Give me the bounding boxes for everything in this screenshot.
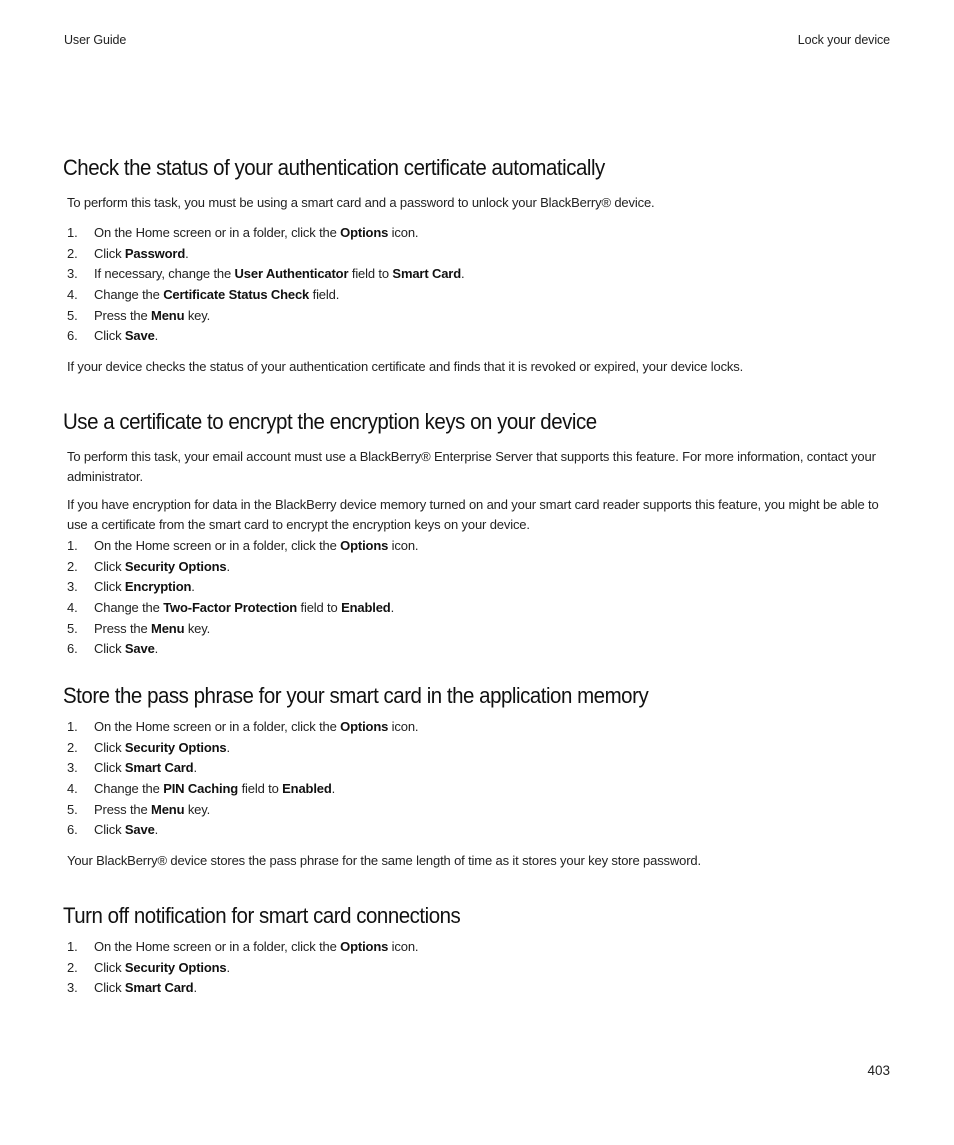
step-number: 6. bbox=[67, 328, 78, 344]
step-number: 3. bbox=[67, 579, 78, 595]
step-item bbox=[67, 717, 418, 738]
step-text: Click bbox=[94, 739, 125, 755]
step-number: 3. bbox=[67, 266, 78, 282]
step-item bbox=[67, 779, 418, 800]
step-text: Press the bbox=[94, 620, 152, 636]
step-item bbox=[67, 598, 418, 619]
step-number: 6. bbox=[67, 641, 78, 657]
step-text: On the Home screen or in a folder, click the bbox=[94, 939, 341, 954]
step-item bbox=[67, 244, 464, 265]
step-text: field to bbox=[297, 600, 342, 616]
step-number: 4. bbox=[67, 781, 78, 797]
step-item bbox=[67, 264, 464, 285]
ui-term: Save bbox=[124, 822, 155, 838]
step-text: . bbox=[390, 600, 395, 616]
ui-term: Menu bbox=[151, 620, 185, 636]
step-text: Click bbox=[94, 579, 125, 595]
step-item bbox=[67, 800, 418, 821]
ui-term: Smart Card bbox=[124, 760, 194, 776]
step-text: . bbox=[226, 959, 230, 975]
step-text: . bbox=[193, 980, 197, 996]
ui-term: Save bbox=[124, 641, 155, 657]
step-text: . bbox=[185, 245, 189, 261]
step-number: 6. bbox=[67, 822, 78, 838]
ui-term: Smart Card bbox=[392, 266, 462, 282]
step-text: . bbox=[226, 739, 230, 755]
step-text: On the Home screen or in a folder, click the bbox=[94, 719, 341, 734]
step-text: Click bbox=[94, 760, 125, 776]
step-text: Click bbox=[94, 959, 125, 975]
step-number: 3. bbox=[67, 760, 78, 776]
step-item bbox=[67, 285, 464, 306]
steps-list bbox=[67, 937, 418, 999]
step-item bbox=[67, 639, 418, 660]
step-text: Click bbox=[94, 641, 125, 657]
section-note: Your BlackBerry® device stores the pass phrase for the same length of time as it stores your key store password. bbox=[67, 853, 701, 868]
step-number: 4. bbox=[67, 600, 78, 616]
section-intro: To perform this task, your email account must use a BlackBerry® Enterprise Server that supports this feature. For more information, contact your administrator. bbox=[67, 449, 876, 484]
section-title-check-certificate-status: Check the status of your authentication certificate automatically bbox=[63, 155, 605, 180]
ui-term: Options bbox=[340, 719, 389, 734]
ui-term: Menu bbox=[151, 307, 185, 323]
step-number: 1. bbox=[67, 939, 78, 954]
ui-term: Password bbox=[124, 245, 186, 261]
ui-term: Options bbox=[340, 939, 389, 954]
step-text: field to bbox=[238, 781, 283, 797]
ui-term: Menu bbox=[151, 801, 185, 817]
running-header-left: User Guide bbox=[64, 33, 127, 47]
steps-list bbox=[67, 223, 464, 347]
step-text: On the Home screen or in a folder, click the bbox=[94, 225, 341, 240]
step-text: . bbox=[154, 328, 159, 344]
step-number: 1. bbox=[67, 225, 78, 240]
ui-term: PIN Caching bbox=[163, 781, 239, 797]
step-item bbox=[67, 223, 464, 244]
step-number: 2. bbox=[67, 959, 78, 975]
step-text: Change the bbox=[94, 600, 164, 616]
step-item bbox=[67, 557, 418, 578]
step-text: Click bbox=[94, 245, 125, 261]
step-item bbox=[67, 820, 418, 841]
step-text: . bbox=[154, 822, 159, 838]
step-item bbox=[67, 958, 418, 979]
step-text: key. bbox=[184, 620, 211, 636]
step-text: field to bbox=[348, 266, 393, 282]
step-text: Change the bbox=[94, 287, 164, 303]
ui-term: Certificate Status Check bbox=[163, 287, 310, 303]
steps-list bbox=[67, 717, 418, 841]
ui-term: Enabled bbox=[341, 600, 391, 616]
step-number: 5. bbox=[67, 620, 78, 636]
step-number: 2. bbox=[67, 739, 78, 755]
step-text: icon. bbox=[388, 538, 419, 553]
step-number: 1. bbox=[67, 538, 78, 553]
step-number: 5. bbox=[67, 307, 78, 323]
ui-term: Enabled bbox=[282, 781, 332, 797]
step-text: . bbox=[331, 781, 336, 797]
step-text: . bbox=[154, 641, 159, 657]
step-item bbox=[67, 536, 418, 557]
step-number: 4. bbox=[67, 287, 78, 303]
step-text: . bbox=[191, 579, 195, 595]
step-number: 1. bbox=[67, 719, 78, 734]
step-number: 3. bbox=[67, 980, 78, 996]
step-text: key. bbox=[184, 307, 211, 323]
step-text: . bbox=[226, 558, 230, 574]
ui-term: Options bbox=[340, 538, 389, 553]
step-item bbox=[67, 577, 418, 598]
ui-term: Security Options bbox=[124, 959, 227, 975]
step-text: icon. bbox=[388, 719, 419, 734]
step-item bbox=[67, 738, 418, 759]
step-text: icon. bbox=[388, 225, 419, 240]
section-title-store-pass-phrase: Store the pass phrase for your smart card in the application memory bbox=[63, 683, 649, 708]
step-text: On the Home screen or in a folder, click the bbox=[94, 538, 341, 553]
ui-term: Smart Card bbox=[124, 980, 194, 996]
ui-term: Save bbox=[124, 328, 155, 344]
step-text: Click bbox=[94, 558, 125, 574]
step-text: . bbox=[461, 266, 465, 282]
ui-term: Security Options bbox=[124, 558, 227, 574]
step-number: 5. bbox=[67, 801, 78, 817]
step-text: key. bbox=[184, 801, 211, 817]
step-item bbox=[67, 937, 418, 958]
step-text: Press the bbox=[94, 801, 152, 817]
step-text: icon. bbox=[388, 939, 419, 954]
section-note: If your device checks the status of your authentication certificate and finds that it is revoked or expired, your device locks. bbox=[67, 359, 744, 374]
section-title-encrypt-keys-certificate: Use a certificate to encrypt the encryption keys on your device bbox=[63, 409, 597, 434]
section-intro: To perform this task, you must be using a smart card and a password to unlock your BlackBerry® device. bbox=[67, 195, 655, 210]
step-item bbox=[67, 326, 464, 347]
step-item bbox=[67, 306, 464, 327]
ui-term: User Authenticator bbox=[234, 266, 349, 282]
step-item bbox=[67, 619, 418, 640]
step-text: If necessary, change the bbox=[94, 266, 235, 282]
ui-term: Two-Factor Protection bbox=[163, 600, 298, 616]
step-text: Press the bbox=[94, 307, 152, 323]
section-intro: If you have encryption for data in the BlackBerry device memory turned on and your smart card reader supports this feature, you might be able to use a certificate from the smart card to encrypt the encryption keys on your device. bbox=[67, 497, 879, 532]
step-text: Click bbox=[94, 822, 125, 838]
running-header-right: Lock your device bbox=[797, 33, 890, 47]
ui-term: Options bbox=[340, 225, 389, 240]
steps-list bbox=[67, 536, 418, 660]
section-title-turn-off-notification: Turn off notification for smart card connections bbox=[63, 903, 461, 928]
ui-term: Encryption bbox=[124, 579, 192, 595]
step-text: Change the bbox=[94, 781, 164, 797]
step-item bbox=[67, 758, 418, 779]
ui-term: Security Options bbox=[124, 739, 227, 755]
step-text: . bbox=[193, 760, 197, 776]
step-item bbox=[67, 978, 418, 999]
page-number: 403 bbox=[867, 1063, 890, 1078]
step-text: Click bbox=[94, 980, 125, 996]
step-text: Click bbox=[94, 328, 125, 344]
step-number: 2. bbox=[67, 558, 78, 574]
step-text: field. bbox=[309, 287, 340, 303]
step-number: 2. bbox=[67, 245, 78, 261]
